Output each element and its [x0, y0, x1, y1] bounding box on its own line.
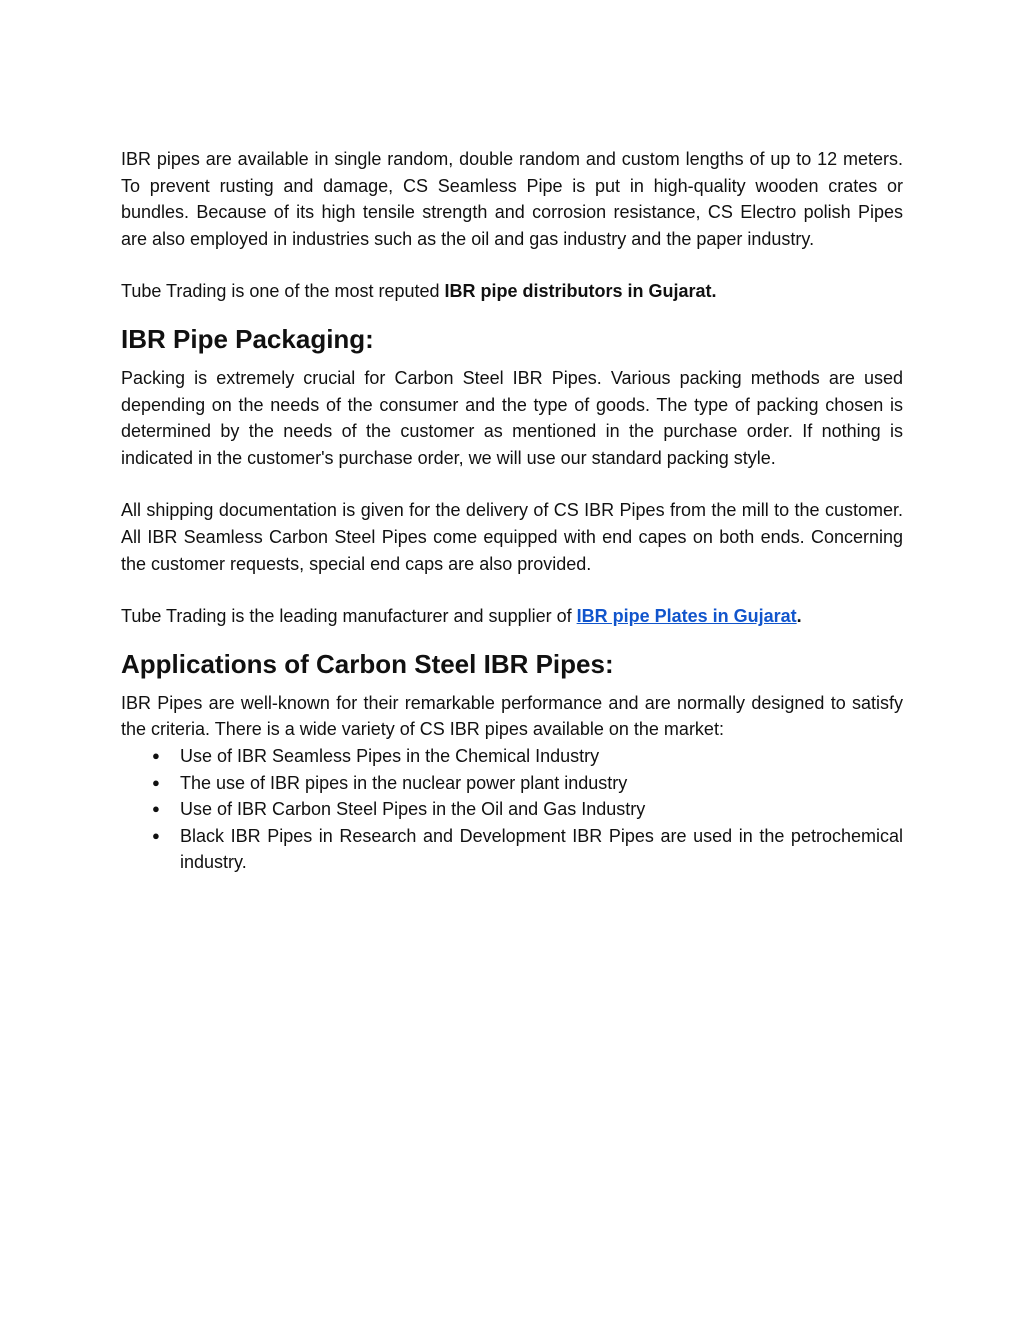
packaging-paragraph-1: Packing is extremely crucial for Carbon Steel IBR Pipes. Various packing methods are used depending on the needs of the consumer and the type of goods. The type of packing chosen is determined by the needs of the customer as mentioned in the purchase order. If nothing is indicated in the customer's purchase order, we will use our standard packing style.: [121, 367, 903, 468]
list-item-text: Use of IBR Seamless Pipes in the Chemical Industry: [180, 745, 600, 766]
document-page: [121, 146, 903, 876]
applications-heading: Applications of Carbon Steel IBR Pipes:: [121, 648, 614, 679]
intro-distributor-line: [121, 278, 903, 305]
list-item: [121, 796, 903, 823]
packaging-heading: IBR Pipe Packaging:: [121, 323, 374, 354]
bullet-icon: ●: [152, 827, 160, 843]
list-item-text: Use of IBR Carbon Steel Pipes in the Oil and Gas Industry: [180, 799, 646, 820]
spacer: [121, 577, 903, 603]
applications-intro: IBR Pipes are well-known for their remarkable performance and are normally designed to satisfy the criteria. There is a wide variety of CS IBR pipes available on the market:: [121, 692, 903, 740]
spacer: [121, 471, 903, 497]
list-item: [121, 743, 903, 770]
list-item: [121, 770, 903, 797]
spacer: [121, 680, 903, 690]
spacer: [121, 355, 903, 365]
ibr-pipe-plates-link[interactable]: IBR pipe Plates in Gujarat: [576, 606, 797, 627]
spacer: [121, 252, 903, 278]
list-item: [121, 823, 903, 876]
bullet-icon: ●: [152, 747, 160, 763]
distributor-bold-text: IBR pipe distributors in Gujarat.: [444, 281, 717, 302]
applications-list: [121, 743, 903, 876]
intro-paragraph: IBR pipes are available in single random, double random and custom lengths of up to 12 meters. To prevent rusting and damage, CS Seamless Pipe is put in high-quality wooden crates or bundles. Because of its high tensile strength and corrosion resistance, CS Electro polish Pipes are also employed in industries such as the oil and gas industry and the paper industry.: [121, 149, 903, 249]
manufacturer-text: Tube Trading is the leading manufacturer and supplier of: [121, 606, 577, 627]
list-item-text: Black IBR Pipes in Research and Development IBR Pipes are used in the petrochemical industry.: [180, 825, 903, 873]
list-item-text: The use of IBR pipes in the nuclear power plant industry: [180, 772, 628, 793]
spacer: [121, 305, 903, 323]
distributor-text: Tube Trading is one of the most reputed: [121, 281, 445, 302]
manufacturer-line: [121, 603, 903, 630]
bullet-icon: ●: [152, 774, 160, 790]
packaging-paragraph-2: All shipping documentation is given for the delivery of CS IBR Pipes from the mill to the customer. All IBR Seamless Carbon Steel Pipes come equipped with end capes on both ends. Concerning the customer requests, special end caps are also provided.: [121, 500, 903, 574]
manufacturer-period: .: [796, 606, 802, 627]
bullet-icon: ●: [152, 801, 160, 817]
spacer: [121, 630, 903, 648]
